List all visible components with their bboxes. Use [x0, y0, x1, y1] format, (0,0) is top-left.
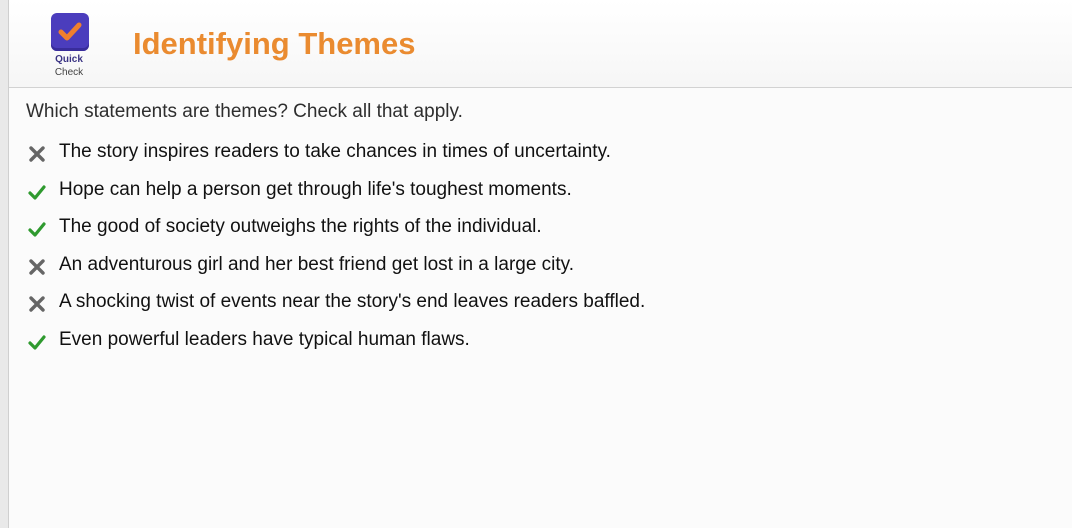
answer-item	[26, 215, 645, 253]
answer-item	[26, 290, 645, 328]
page-title: Identifying Themes	[133, 26, 416, 61]
answer-item	[26, 178, 645, 216]
result-mark	[26, 215, 59, 241]
result-mark	[26, 328, 59, 354]
check-icon	[28, 334, 46, 350]
x-icon	[28, 259, 46, 275]
answer-item	[26, 140, 645, 178]
answer-text: A shocking twist of events near the story's end leaves readers baffled.	[59, 291, 646, 312]
answer-list	[26, 140, 645, 365]
result-mark	[26, 253, 59, 279]
answer-text: Hope can help a person get through life's toughest moments.	[59, 178, 572, 200]
check-icon	[28, 184, 46, 200]
x-icon	[28, 146, 46, 162]
answer-text: An adventurous girl and her best friend get lost in a large city.	[59, 253, 575, 275]
check-icon	[28, 221, 46, 237]
result-mark	[26, 178, 59, 204]
answer-text: Even powerful leaders have typical human flaws.	[59, 328, 470, 350]
answer-text: The story inspires readers to take chances in times of uncertainty.	[59, 141, 611, 162]
quick-check-badge	[41, 10, 97, 80]
badge-label-check: Check	[54, 67, 84, 78]
answer-item	[26, 253, 645, 291]
quick-check-badge-icon	[51, 13, 89, 51]
header	[9, 0, 1072, 88]
quick-check-panel	[9, 0, 1072, 528]
x-icon	[28, 296, 46, 312]
left-rail	[0, 0, 9, 528]
answer-text: The good of society outweighs the rights of the individual.	[59, 216, 542, 237]
result-mark	[26, 290, 59, 316]
question-prompt: Which statements are themes? Check all that apply.	[26, 101, 463, 122]
answer-item	[26, 328, 645, 366]
badge-label-quick: Quick	[55, 54, 83, 65]
result-mark	[26, 140, 59, 166]
